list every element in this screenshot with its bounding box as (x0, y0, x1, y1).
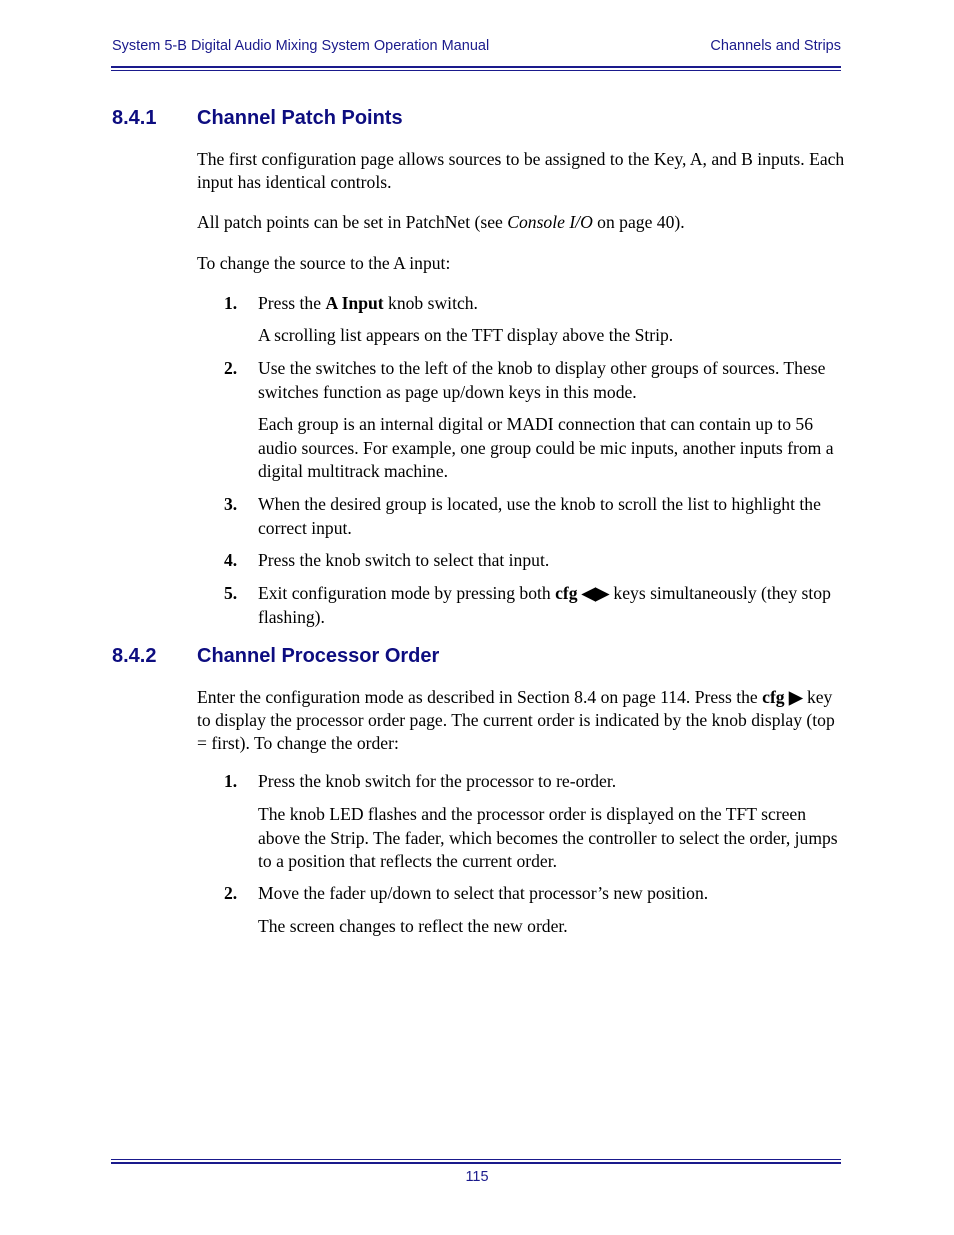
text-run: Press the (258, 293, 326, 313)
header-chapter-title: Channels and Strips (710, 38, 841, 54)
list-item (224, 292, 844, 316)
list-item (224, 882, 844, 906)
step-number: 2. (224, 883, 238, 903)
paragraph: To change the source to the A input: (197, 253, 451, 273)
list-item (224, 549, 844, 573)
text-run: keys simultaneously (they stop flashing). (258, 583, 831, 627)
header-manual-title: System 5-B Digital Audio Mixing System Operation Manual (112, 38, 490, 54)
step-note: The screen changes to reflect the new order. (258, 916, 568, 936)
key-label: cfg ◀▶ (555, 583, 610, 603)
footer-rule-top (111, 1159, 841, 1160)
text-run: on page 40). (592, 212, 685, 232)
step-text: Press the knob switch for the processor to re-order. (258, 771, 617, 791)
step-number: 1. (224, 293, 238, 313)
list-item (224, 770, 844, 794)
paragraph (197, 211, 845, 234)
section-number: 8.4.1 (112, 107, 157, 129)
section-number: 8.4.2 (112, 645, 157, 667)
key-label: A Input (325, 293, 384, 313)
text-run: All patch points can be set in PatchNet (see (197, 212, 508, 232)
text-run: knob switch. (383, 293, 478, 313)
section-heading-8-4-2 (112, 645, 439, 668)
step-text: Move the fader up/down to select that processor’s new position. (258, 883, 709, 903)
section-title: Channel Patch Points (197, 107, 403, 129)
header-rule-bottom (111, 70, 841, 71)
text-run: key to display the processor order page. The current order is indicated by the knob display (top = first). To change the order: (197, 687, 835, 753)
list-item (224, 357, 844, 404)
step-note: A scrolling list appears on the TFT display above the Strip. (258, 325, 674, 345)
step-text: When the desired group is located, use the knob to scroll the list to highlight the correct input. (258, 494, 821, 538)
step-text: Press the knob switch to select that input. (258, 550, 550, 570)
section-title: Channel Processor Order (197, 645, 440, 667)
step-note: The knob LED flashes and the processor order is displayed on the TFT screen above the Strip. The fader, which becomes the controller to select the order, jumps to a position that reflects the current order. (258, 804, 838, 871)
step-number: 2. (224, 358, 238, 378)
key-label: cfg ▶ (762, 687, 803, 707)
cross-reference-link[interactable]: Console I/O (507, 212, 593, 232)
step-number: 3. (224, 494, 238, 514)
page-number: 115 (465, 1169, 489, 1185)
step-text: Use the switches to the left of the knob to display other groups of sources. These switches function as page up/down keys in this mode. (258, 358, 826, 402)
section-heading-8-4-1 (112, 107, 403, 130)
text-run: Exit configuration mode by pressing both (258, 583, 556, 603)
paragraph (197, 686, 845, 755)
header-rule-top (111, 66, 841, 68)
list-item (224, 493, 844, 540)
step-number: 1. (224, 771, 238, 791)
step-number: 5. (224, 583, 238, 603)
step-note: Each group is an internal digital or MADI connection that can contain up to 56 audio sources. For example, one group could be mic inputs, another inputs from a digital multitrack machine. (258, 414, 834, 481)
step-number: 4. (224, 550, 238, 570)
footer-rule-bottom (111, 1162, 841, 1164)
list-item (224, 582, 844, 629)
paragraph: The first configuration page allows sources to be assigned to the Key, A, and B inputs. Each input has identical controls. (197, 149, 845, 192)
text-run: Enter the configuration mode as described in Section 8.4 on page 114. Press the (197, 687, 763, 707)
